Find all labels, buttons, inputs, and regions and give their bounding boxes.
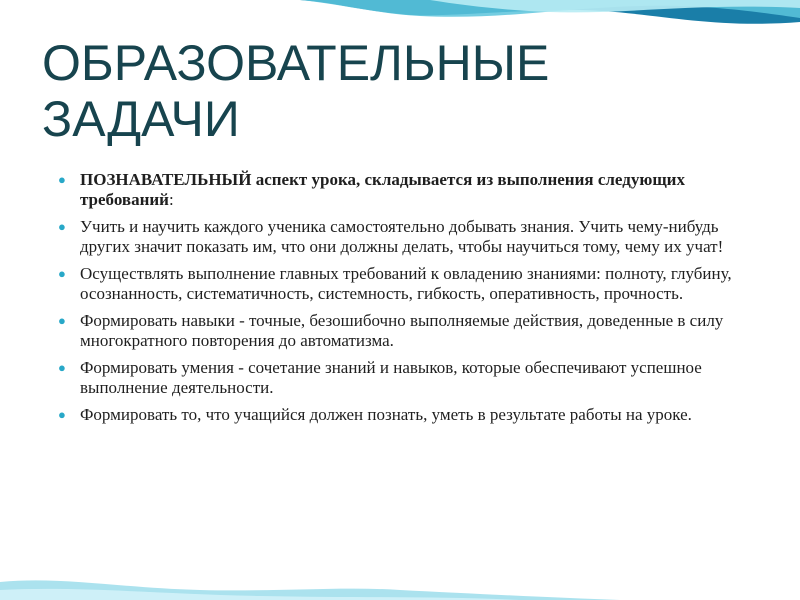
list-item-bold-text: ПОЗНАВАТЕЛЬНЫЙ аспект урока, складывается из выполнения следующих требований [80,170,685,209]
list-item [58,264,758,304]
bullet-dot-icon: ● [58,360,66,375]
list-item-text: Формировать умения - сочетание знаний и навыков, которые обеспечивают успешное выполнение деятельности. [80,358,702,397]
list-item [58,217,758,257]
bullet-dot-icon: ● [58,219,66,234]
bullet-dot-icon: ● [58,313,66,328]
list-item-text: Формировать то, что учащийся должен познать, уметь в результате работы на уроке. [80,405,692,424]
list-item-text: Учить и научить каждого ученика самостоятельно добывать знания. Учить чему-нибудь других значит показать им, что они должны делать, чтобы научиться тому, чему их учат! [80,217,724,256]
slide-title [42,35,762,147]
bottom-wave-decoration [0,560,800,600]
title-line-1: ОБРАЗОВАТЕЛЬНЫЕ [42,35,550,91]
list-item [58,170,758,210]
list-item [58,311,758,351]
title-line-2: ЗАДАЧИ [42,91,240,147]
bullet-dot-icon: ● [58,407,66,422]
list-item [58,358,758,398]
bullet-list [58,170,758,432]
bullet-dot-icon: ● [58,266,66,281]
list-item-text: : [168,190,174,209]
list-item [58,405,758,425]
list-item-text: Осуществлять выполнение главных требований к овладению знаниями: полноту, глубину, осознанность, систематичность, системность, гибкость, оперативность, прочность. [80,264,732,303]
bullet-dot-icon: ● [58,172,66,187]
list-item-text: Формировать навыки - точные, безошибочно выполняемые действия, доведенные в силу многократного повторения до автоматизма. [80,311,724,350]
